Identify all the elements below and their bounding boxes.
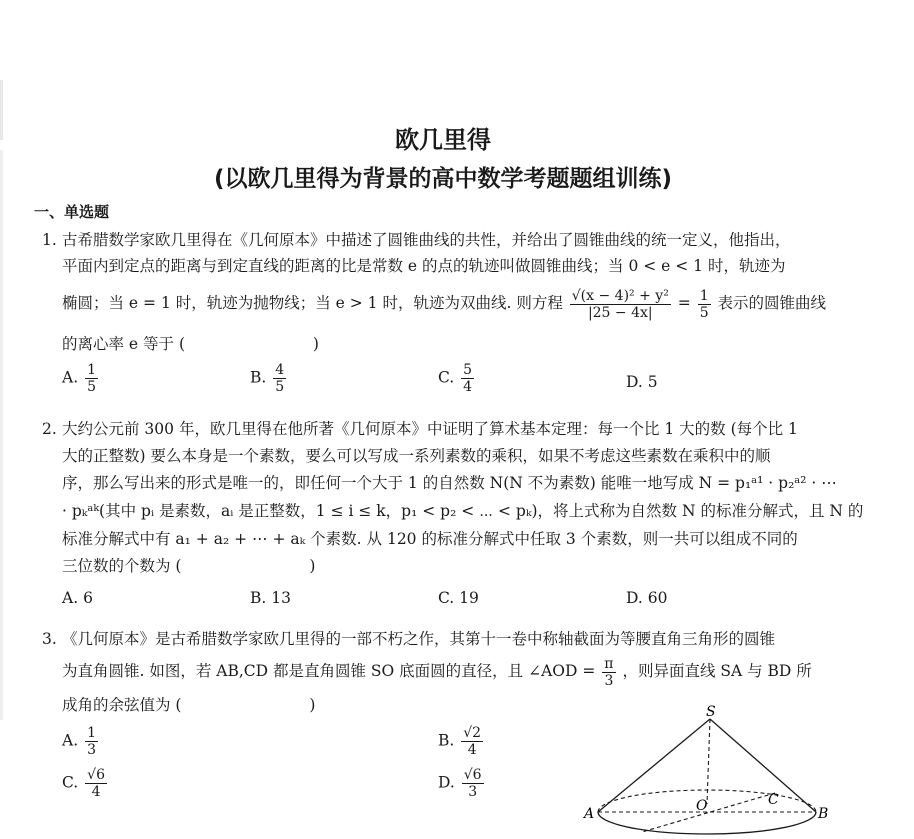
fraction-numerator: π [604, 655, 614, 672]
option-label: B. [250, 368, 267, 387]
close-paren: ) [309, 557, 316, 575]
text-segment: 三位数的个数为 ( [62, 557, 182, 575]
fraction-numerator: √6 [463, 767, 482, 783]
option-c[interactable] [438, 587, 479, 609]
cone-axis-so [707, 719, 710, 804]
text-segment: 的离心率 e 等于 ( [62, 335, 186, 353]
option-value: 13 [271, 589, 291, 607]
fraction-numerator: 1 [87, 725, 96, 741]
cone-figure [580, 700, 840, 839]
fraction-numerator: √2 [463, 725, 482, 741]
cone-slant-left [598, 719, 710, 812]
option-c[interactable] [438, 362, 476, 395]
question-text-line: 大约公元前 300 年，欧几里得在他所著《几何原本》中证明了算术基本定理：每一个比 1 大的数 (每个比 1 [62, 420, 798, 438]
point-label-a: A [584, 806, 595, 822]
equation-fraction [570, 288, 671, 321]
option-label: C. [438, 368, 455, 387]
fraction-denominator: 3 [87, 742, 96, 758]
fraction-denominator: 4 [463, 379, 473, 395]
doc-title: 欧几里得 [395, 126, 491, 154]
option-a[interactable] [62, 362, 100, 395]
question-number: 1. [42, 231, 57, 249]
base-front-arc [598, 812, 816, 834]
option-a[interactable] [62, 725, 100, 758]
option-label: C. [438, 589, 455, 607]
fraction-denominator: 5 [87, 379, 96, 395]
option-d[interactable] [626, 371, 658, 393]
text-segment: ，则异面直线 SA 与 BD 所 [622, 662, 812, 680]
cone-slant-right [710, 719, 816, 812]
question-text-line: 《几何原本》是古希腊数学家欧几里得的一部不朽之作，其第十一卷中称轴截面为等腰直角三角形的圆锥 [62, 630, 776, 648]
option-fraction [85, 767, 107, 800]
question-text-line: 平面内到定点的距离与到定直线的距离的比是常数 e 的点的轨迹叫做圆锥曲线；当 0 < e < 1 时，轨迹为 [62, 257, 786, 275]
question-number: 3. [42, 630, 57, 648]
fraction-numerator: 1 [87, 362, 96, 378]
option-value: 5 [647, 373, 658, 391]
option-value: 19 [459, 589, 479, 607]
option-fraction [85, 362, 98, 395]
close-paren: ) [312, 335, 319, 353]
option-fraction [273, 362, 286, 395]
fraction-denominator: 5 [275, 379, 285, 395]
option-label: B. [438, 731, 455, 750]
point-label-b: B [818, 806, 829, 822]
fraction-denominator: 4 [467, 742, 477, 758]
option-label: C. [62, 773, 79, 792]
fraction-denominator: 4 [91, 784, 101, 800]
option-label: D. [626, 589, 643, 607]
option-b[interactable] [438, 725, 485, 758]
doc-subtitle: (以欧几里得为背景的高中数学考题题组训练) [213, 166, 673, 192]
option-d[interactable] [438, 767, 486, 800]
fraction-denominator: 5 [699, 304, 709, 321]
text-segment: 表示的圆锥曲线 [717, 294, 827, 312]
option-value: 60 [647, 589, 668, 607]
option-label: D. [438, 773, 455, 792]
text-segment: 椭圆；当 e = 1 时，轨迹为抛物线；当 e > 1 时，轨迹为双曲线. 则方程 [62, 294, 563, 312]
question-text-line [62, 283, 826, 323]
option-b[interactable] [250, 587, 291, 609]
option-fraction [85, 725, 98, 758]
option-label: B. [250, 589, 267, 607]
option-fraction [461, 725, 483, 758]
question-text-line: 序，那么写出来的形式是唯一的，即任何一个大于 1 的自然数 N(N 不为素数) 能唯一地写成 N = p₁ᵃ¹ · p₂ᵃ² · ⋯ [62, 474, 837, 492]
question-text-line [62, 333, 319, 355]
page-edge-shadow-lower [0, 150, 3, 720]
fraction-denominator: 3 [468, 784, 478, 800]
fraction-numerator: √(x − 4)² + y² [571, 287, 669, 304]
question-text-line [62, 652, 812, 690]
option-label: D. [626, 373, 643, 391]
option-label: A. [62, 731, 79, 750]
question-text-line: 大的正整数) 要么本身是一个素数，要么可以写成一系列素数的乘积，如果不考虑这些素数在乘积中的顺 [62, 447, 771, 465]
point-label-o: O [696, 798, 708, 814]
question-text-line: · pₖᵃᵏ(其中 pᵢ 是素数，aᵢ 是正整数，1 ≤ i ≤ k，p₁ < p₂ < ⋯ < pₖ)，将上式称为自然数 N 的标准分解式，且 N 的 [62, 502, 864, 520]
section-heading: 一、单选题 [34, 203, 110, 221]
point-label-s: S [706, 704, 716, 720]
option-b[interactable] [250, 362, 288, 395]
text-segment: 为直角圆锥. 如图，若 AB,CD 都是直角圆锥 SO 底面圆的直径，且 ∠AOD = [62, 662, 596, 680]
close-paren: ) [309, 696, 316, 714]
option-label: A. [62, 368, 79, 387]
option-value: 6 [83, 589, 93, 607]
fraction-numerator: 1 [699, 287, 709, 304]
question-text-line: 标准分解式中有 a₁ + a₂ + ⋯ + aₖ 个素数. 从 120 的标准分解式中任取 3 个素数，则一共可以组成不同的 [62, 530, 798, 548]
question-number: 2. [42, 420, 57, 438]
option-d[interactable] [626, 587, 667, 609]
fraction-numerator: 5 [463, 362, 473, 378]
question-text-line: 古希腊数学家欧几里得在《几何原本》中描述了圆锥曲线的共性，并给出了圆锥曲线的统一定义，他指出， [62, 231, 791, 249]
option-c[interactable] [62, 767, 109, 800]
question-text-line [62, 694, 315, 716]
fraction-numerator: 4 [275, 362, 285, 378]
option-label: A. [62, 589, 79, 607]
text-segment: 成角的余弦值为 ( [62, 696, 182, 714]
fraction-denominator: |25 − 4x| [587, 304, 653, 321]
option-fraction [462, 767, 484, 800]
angle-fraction [602, 656, 615, 689]
option-fraction [461, 362, 474, 395]
equation-fraction [698, 288, 711, 321]
point-label-c: C [768, 792, 779, 808]
option-a[interactable] [62, 587, 93, 609]
question-text-line [62, 555, 315, 577]
equals-sign: = [677, 294, 691, 312]
fraction-numerator: √6 [87, 767, 105, 783]
fraction-denominator: 3 [604, 672, 614, 689]
